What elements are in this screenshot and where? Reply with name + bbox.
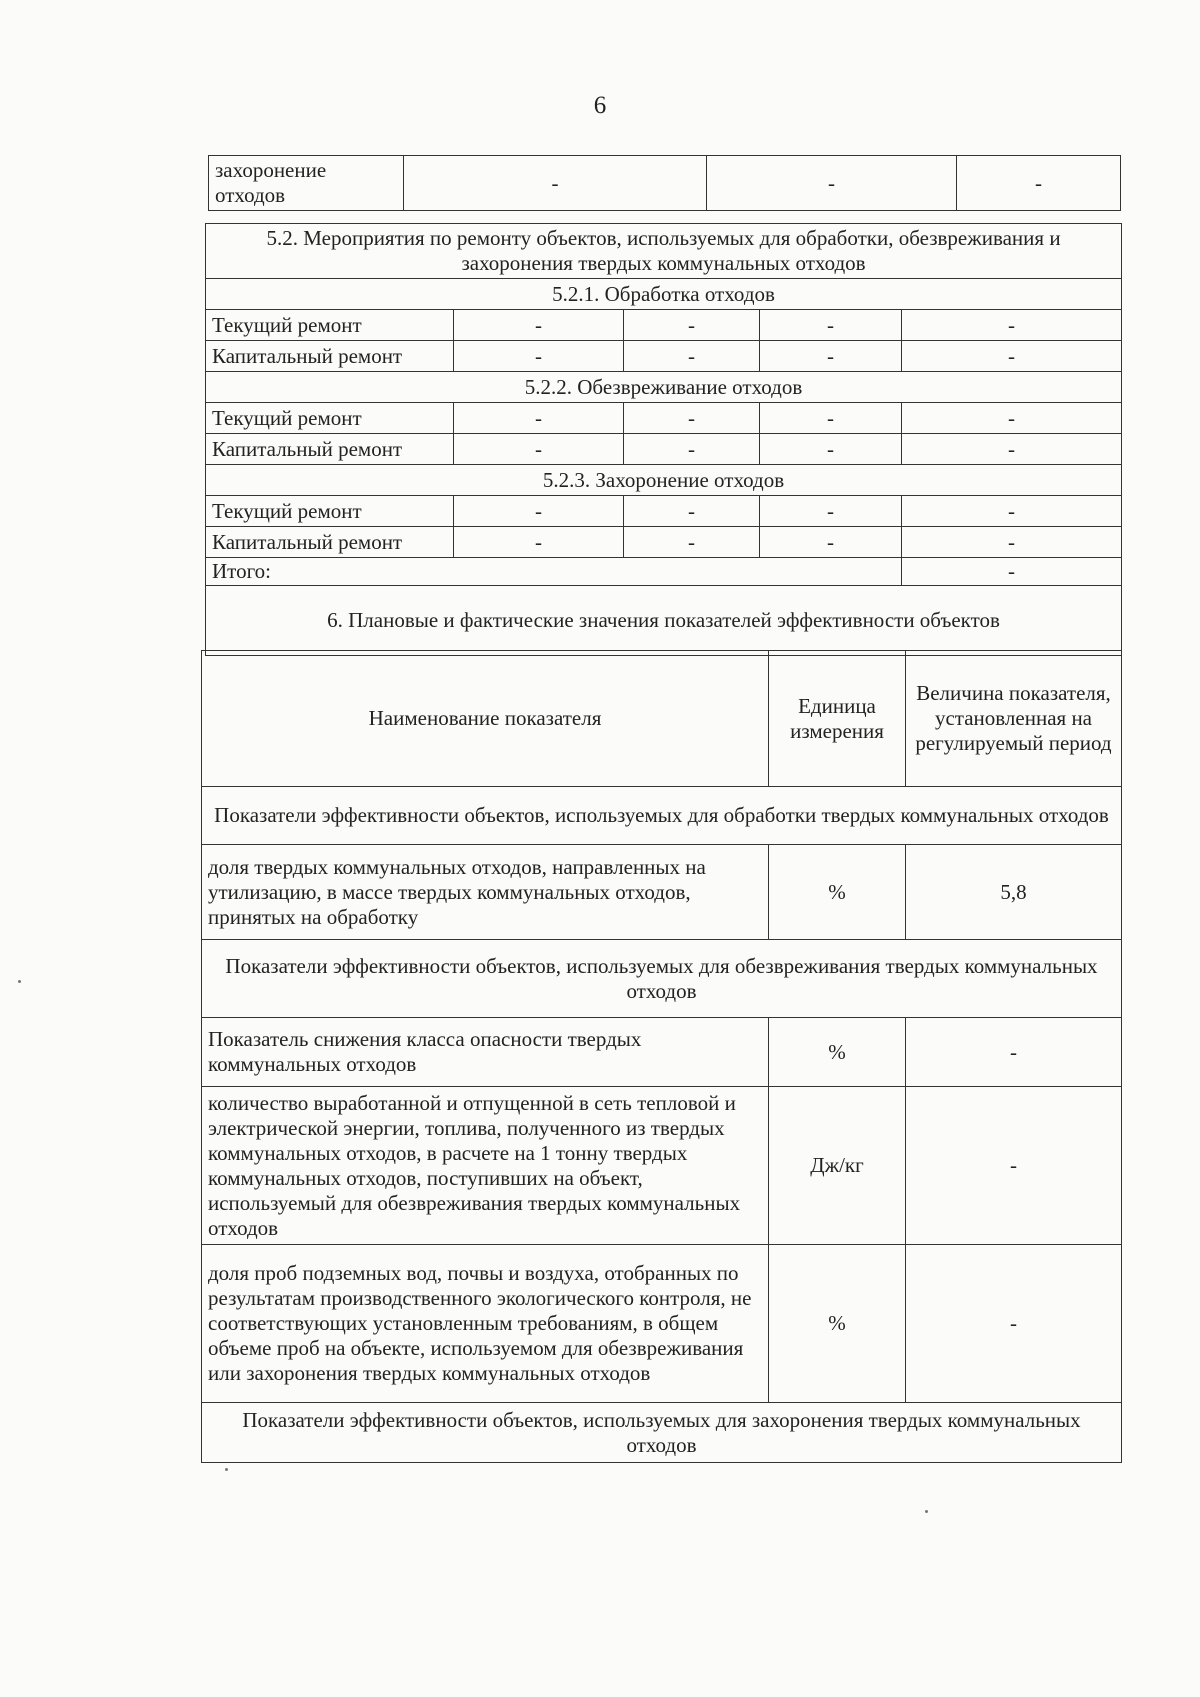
indicator-unit: % bbox=[769, 845, 906, 940]
table-cell: - bbox=[454, 341, 624, 372]
table-cell: - bbox=[454, 496, 624, 527]
table-cell: - bbox=[902, 403, 1122, 434]
table-cell: - bbox=[624, 527, 760, 558]
table-cell: - bbox=[624, 496, 760, 527]
indicator-value: - bbox=[906, 1087, 1122, 1245]
page-number: 6 bbox=[593, 92, 607, 119]
table-header-row bbox=[202, 651, 1122, 787]
table-cell: - bbox=[760, 310, 902, 341]
group-title: Показатели эффективности объектов, используемых для обезвреживания твердых коммунальных отходов bbox=[202, 940, 1122, 1018]
table-cell: - bbox=[624, 403, 760, 434]
table-cell: - bbox=[902, 527, 1122, 558]
table-cell: - bbox=[454, 403, 624, 434]
group-title: Показатели эффективности объектов, используемых для захоронения твердых коммунальных отходов bbox=[202, 1403, 1122, 1463]
table-cell: - bbox=[454, 310, 624, 341]
table-row bbox=[202, 845, 1122, 940]
table-row bbox=[206, 586, 1122, 656]
indicator-value: 5,8 bbox=[906, 845, 1122, 940]
table-row bbox=[202, 940, 1122, 1018]
scan-artifact bbox=[18, 980, 21, 983]
indicator-unit: % bbox=[769, 1245, 906, 1403]
table-row bbox=[209, 156, 1121, 211]
row-label: захоронение отходов bbox=[209, 156, 404, 211]
subsection-title: 5.2.1. Обработка отходов bbox=[206, 279, 1122, 310]
table-cell: - bbox=[707, 156, 957, 211]
group-title: Показатели эффективности объектов, используемых для обработки твердых коммунальных отходов bbox=[202, 787, 1122, 845]
table-cell: - bbox=[760, 527, 902, 558]
row-label: Капитальный ремонт bbox=[206, 434, 454, 465]
header-unit: Единица измерения bbox=[769, 651, 906, 787]
table-cell: - bbox=[760, 434, 902, 465]
row-label: Капитальный ремонт bbox=[206, 527, 454, 558]
table-row bbox=[206, 465, 1122, 496]
efficiency-indicators-table bbox=[201, 650, 1122, 1463]
table-cell: - bbox=[902, 310, 1122, 341]
table-row bbox=[206, 341, 1122, 372]
total-value: - bbox=[902, 558, 1122, 586]
table-cell: - bbox=[902, 496, 1122, 527]
table-cell: - bbox=[624, 310, 760, 341]
table-cell: - bbox=[624, 341, 760, 372]
table-row bbox=[202, 1245, 1122, 1403]
table-row bbox=[202, 1018, 1122, 1087]
scan-artifact bbox=[925, 1510, 928, 1513]
row-label: Капитальный ремонт bbox=[206, 341, 454, 372]
table-row bbox=[206, 403, 1122, 434]
indicator-value: - bbox=[906, 1245, 1122, 1403]
indicator-name: количество выработанной и отпущенной в сеть тепловой и электрической энергии, топлива, полученного из твердых коммунальных отходов, в расчете на 1 тонну твердых коммунальных отходов, поступивших на объект, используемый для обезвреживания твердых коммунальных отходов bbox=[202, 1087, 769, 1245]
indicator-unit: % bbox=[769, 1018, 906, 1087]
table-cell: - bbox=[624, 434, 760, 465]
section-6-title: 6. Плановые и фактические значения показателей эффективности объектов bbox=[206, 586, 1122, 656]
table-row bbox=[202, 1087, 1122, 1245]
table-cell: - bbox=[760, 403, 902, 434]
table-cell: - bbox=[454, 527, 624, 558]
table-cell: - bbox=[760, 341, 902, 372]
table-row-total bbox=[206, 558, 1122, 586]
section-title: 5.2. Мероприятия по ремонту объектов, используемых для обработки, обезвреживания и захоронения твердых коммунальных отходов bbox=[206, 224, 1122, 279]
table-cell: - bbox=[957, 156, 1121, 211]
table-row bbox=[206, 224, 1122, 279]
header-value: Величина показателя, установленная на регулируемый период bbox=[906, 651, 1122, 787]
table-row bbox=[206, 310, 1122, 341]
indicator-name: Показатель снижения класса опасности твердых коммунальных отходов bbox=[202, 1018, 769, 1087]
header-name: Наименование показателя bbox=[202, 651, 769, 787]
subsection-title: 5.2.2. Обезвреживание отходов bbox=[206, 372, 1122, 403]
subsection-title: 5.2.3. Захоронение отходов bbox=[206, 465, 1122, 496]
indicator-name: доля твердых коммунальных отходов, направленных на утилизацию, в массе твердых коммунальных отходов, принятых на обработку bbox=[202, 845, 769, 940]
table-cell: - bbox=[404, 156, 707, 211]
scan-artifact bbox=[225, 1468, 228, 1471]
total-label: Итого: bbox=[206, 558, 902, 586]
table-cell: - bbox=[454, 434, 624, 465]
indicator-name: доля проб подземных вод, почвы и воздуха, отобранных по результатам производственного экологического контроля, не соответствующих установленным требованиям, в общем объеме проб на объекте, используемом для обезвреживания или захоронения твердых коммунальных отходов bbox=[202, 1245, 769, 1403]
table-row bbox=[206, 372, 1122, 403]
table-row bbox=[206, 434, 1122, 465]
table-row bbox=[206, 496, 1122, 527]
table-row bbox=[206, 527, 1122, 558]
indicator-unit: Дж/кг bbox=[769, 1087, 906, 1245]
row-label: Текущий ремонт bbox=[206, 403, 454, 434]
table-row bbox=[202, 1403, 1122, 1463]
table-row bbox=[206, 279, 1122, 310]
disposal-continuation-table bbox=[208, 155, 1121, 211]
table-cell: - bbox=[902, 341, 1122, 372]
table-cell: - bbox=[760, 496, 902, 527]
row-label: Текущий ремонт bbox=[206, 310, 454, 341]
table-cell: - bbox=[902, 434, 1122, 465]
table-row bbox=[202, 787, 1122, 845]
indicator-value: - bbox=[906, 1018, 1122, 1087]
row-label: Текущий ремонт bbox=[206, 496, 454, 527]
repair-measures-table bbox=[205, 223, 1122, 656]
